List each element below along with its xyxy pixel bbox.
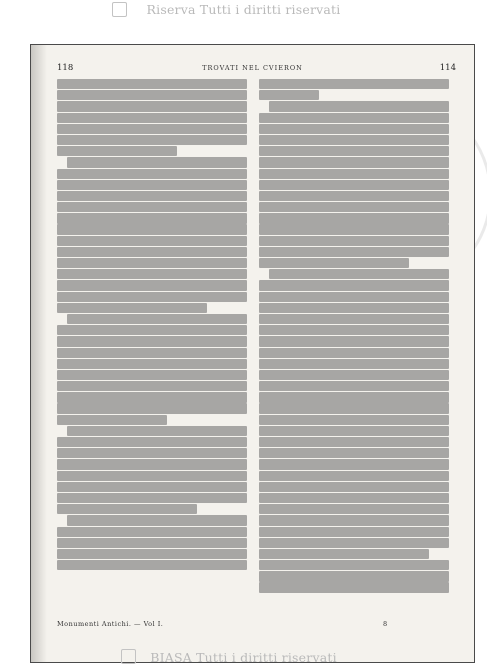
- right-column-text-line: [259, 437, 449, 447]
- right-column-text-line: [259, 560, 449, 570]
- left-column-text-line: [57, 325, 247, 335]
- right-column-text-line: [259, 247, 449, 257]
- right-column-text-line: [259, 448, 449, 458]
- right-column-text-line: [259, 191, 449, 201]
- right-column-text-line: [259, 180, 449, 190]
- left-column-text-line: [57, 124, 247, 134]
- right-column-text-line: [259, 157, 449, 167]
- right-column-text-line: [259, 314, 449, 324]
- left-column-text-line: [57, 403, 247, 413]
- left-column-text-line: [57, 527, 247, 537]
- left-column-text-line: [67, 426, 247, 436]
- left-column-text-line: [67, 314, 247, 324]
- right-column-text-line: [259, 471, 449, 481]
- right-column-text-line: [259, 236, 449, 246]
- watermark-top: Riserva Tutti i diritti riservati: [146, 2, 341, 17]
- left-column-text-line: [57, 292, 247, 302]
- right-column-text-line: [259, 549, 429, 559]
- left-column-text-line: [57, 224, 247, 234]
- left-column-text-line: [57, 191, 247, 201]
- left-column-text-line: [57, 236, 247, 246]
- right-column-text-line: [259, 292, 449, 302]
- left-column-text-line: [57, 482, 247, 492]
- left-column-text-line: [57, 493, 247, 503]
- left-column-text-line: [57, 370, 247, 380]
- watermark-bottom: BIASA Tutti i diritti riservati: [150, 650, 337, 665]
- right-column-text-line: [259, 280, 449, 290]
- right-column-text-line: [259, 359, 449, 369]
- left-column-text-line: [67, 515, 247, 525]
- left-column-text-line: [57, 258, 247, 268]
- right-column-text-line: [259, 213, 449, 223]
- right-column-text-line: [259, 146, 449, 156]
- page-binding-shadow: [31, 45, 47, 662]
- running-head: TROVATI NEL CVIERON: [202, 64, 303, 72]
- right-column-text-line: [259, 224, 449, 234]
- left-column-text-line: [57, 549, 247, 559]
- right-column-text-line: [269, 101, 449, 111]
- right-column-text-line: [259, 370, 449, 380]
- right-column-text-line: [259, 582, 449, 592]
- right-column-text-line: [269, 269, 449, 279]
- page-number-right: 114: [439, 63, 456, 73]
- right-column-text-line: [259, 381, 449, 391]
- left-column-text-line: [57, 90, 247, 100]
- right-column-text-line: [259, 124, 449, 134]
- left-column-text-line: [57, 348, 247, 358]
- left-column-text-line: [57, 437, 247, 447]
- right-column-text-line: [259, 527, 449, 537]
- left-column-text-line: [57, 303, 207, 313]
- right-column-text-line: [259, 403, 449, 413]
- right-column-text-line: [259, 113, 449, 123]
- left-column-text-line: [67, 157, 247, 167]
- right-column-text-line: [259, 504, 449, 514]
- left-column-text-line: [57, 101, 247, 111]
- right-column-text-line: [259, 571, 449, 581]
- right-column-text-line: [259, 459, 449, 469]
- right-column-text-line: [259, 90, 319, 100]
- right-column-text-line: [259, 515, 449, 525]
- left-column-text-line: [57, 169, 247, 179]
- left-column-text-line: [57, 113, 247, 123]
- right-column-text-line: [259, 135, 449, 145]
- left-column-text-line: [57, 538, 247, 548]
- left-column-text-line: [57, 280, 247, 290]
- left-column-text-line: [57, 560, 247, 570]
- signature-mark: 8: [383, 620, 388, 628]
- left-column-text-line: [57, 269, 247, 279]
- right-column-text-line: [259, 258, 409, 268]
- text-column-left: [57, 79, 247, 571]
- left-column-text-line: [57, 392, 247, 402]
- left-column-text-line: [57, 336, 247, 346]
- left-column-text-line: [57, 213, 247, 223]
- text-column-right: [259, 79, 449, 594]
- left-column-text-line: [57, 180, 247, 190]
- right-column-text-line: [259, 538, 449, 548]
- left-column-text-line: [57, 504, 197, 514]
- scanned-page: [30, 44, 475, 663]
- right-column-text-line: [259, 348, 449, 358]
- left-column-text-line: [57, 381, 247, 391]
- right-column-text-line: [259, 202, 449, 212]
- right-column-text-line: [259, 336, 449, 346]
- left-column-text-line: [57, 79, 247, 89]
- right-column-text-line: [259, 325, 449, 335]
- right-column-text-line: [259, 303, 449, 313]
- right-column-text-line: [259, 79, 449, 89]
- right-column-text-line: [259, 482, 449, 492]
- left-column-text-line: [57, 202, 247, 212]
- right-column-text-line: [259, 392, 449, 402]
- left-column-text-line: [57, 415, 167, 425]
- left-column-text-line: [57, 459, 247, 469]
- page-footer: Monumenti Antichi. — Vol I.: [57, 620, 164, 628]
- page-number-left: 118: [57, 63, 74, 73]
- left-column-text-line: [57, 471, 247, 481]
- left-column-text-line: [57, 448, 247, 458]
- right-column-text-line: [259, 415, 449, 425]
- right-column-text-line: [259, 169, 449, 179]
- right-column-text-line: [259, 426, 449, 436]
- left-column-text-line: [57, 135, 247, 145]
- left-column-text-line: [57, 247, 247, 257]
- right-column-text-line: [259, 493, 449, 503]
- left-column-text-line: [57, 146, 177, 156]
- left-column-text-line: [57, 359, 247, 369]
